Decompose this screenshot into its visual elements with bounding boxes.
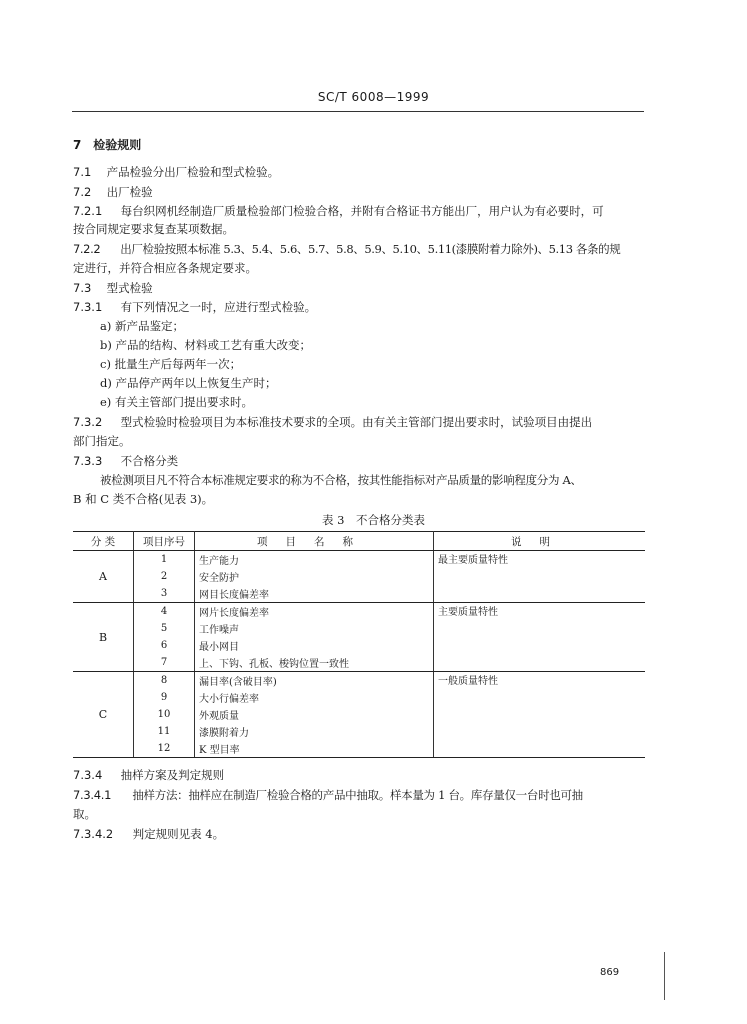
clause-7-2-1-cont: 按合同规定要求复查某项数据。 <box>73 222 234 236</box>
table-header-row <box>73 532 645 551</box>
note-cell: 一般质量特性 <box>434 672 646 758</box>
clause-number: 7.3.3 <box>73 454 103 468</box>
list-item: d) 产品停产两年以上恢复生产时； <box>100 376 277 390</box>
table-row <box>73 603 645 621</box>
clause-text: 不合格分类 <box>120 454 179 468</box>
clause-number: 7.1 <box>73 165 92 179</box>
clause-text: 判定规则见表 4。 <box>132 827 225 841</box>
header-rule <box>72 111 644 112</box>
item-name: 工作噪声 <box>195 620 434 637</box>
clause-text: 出厂检验 <box>106 185 153 199</box>
clause-number: 7.3 <box>73 281 92 295</box>
section-7-heading <box>73 138 645 153</box>
item-name: 大小行偏差率 <box>195 689 434 706</box>
list-item: a) 新产品鉴定； <box>100 319 184 333</box>
note-cell: 最主要质量特性 <box>434 551 646 603</box>
clause-7-2-1 <box>73 204 645 219</box>
item-no: 3 <box>134 585 195 603</box>
section-number: 7 <box>73 138 82 152</box>
table-row <box>73 551 645 569</box>
clause-text: 有下列情况之一时，应进行型式检验。 <box>120 300 317 314</box>
category-cell: C <box>73 672 134 758</box>
item-no: 9 <box>134 689 195 706</box>
header-item-no: 项目序号 <box>134 532 195 551</box>
clause-text: 型式检验时检验项目为本标准技术要求的全项。由有关主管部门提出要求时，试验项目由提出 <box>120 415 593 429</box>
clause-text: 产品检验分出厂检验和型式检验。 <box>106 165 280 179</box>
item-no: 6 <box>134 637 195 654</box>
item-name: 上、下钩、孔板、梭钩位置一致性 <box>195 654 434 672</box>
list-item: b) 产品的结构、材料或工艺有重大改变； <box>100 338 312 352</box>
table-row <box>73 672 645 690</box>
category-cell: B <box>73 603 134 672</box>
item-name: K 型目率 <box>195 740 434 758</box>
clause-7-3-4-1-cont: 取。 <box>73 807 96 821</box>
clause-text: 出厂检验按照本标准 5.3、5.4、5.6、5.7、5.8、5.9、5.10、5.11(漆膜附着力除外)、5.13 各条的规 <box>120 242 621 256</box>
clause-number: 7.3.1 <box>73 300 103 314</box>
item-name: 安全防护 <box>195 568 434 585</box>
table-caption: 表 3 不合格分类表 <box>322 513 425 527</box>
item-no: 7 <box>134 654 195 672</box>
clause-7-3-1 <box>73 300 645 315</box>
clause-7-3-3 <box>73 454 645 469</box>
item-name: 生产能力 <box>195 551 434 569</box>
item-name: 最小网目 <box>195 637 434 654</box>
binding-mark <box>664 952 665 1000</box>
page-number: 869 <box>600 967 620 978</box>
standard-code-header: SC/T 6008—1999 <box>317 90 430 104</box>
clause-text: 抽样方案及判定规则 <box>120 768 225 782</box>
clause-7-3-4-1 <box>73 788 645 803</box>
clause-number: 7.2.1 <box>73 204 103 218</box>
clause-7-3-3-para: 被检测项目凡不符合本标准规定要求的称为不合格，按其性能指标对产品质量的影响程度分为 A、 <box>100 473 582 487</box>
note-cell: 主要质量特性 <box>434 603 646 672</box>
clause-number: 7.3.4.1 <box>73 788 112 802</box>
clause-7-3-4 <box>73 768 645 783</box>
clause-number: 7.2.2 <box>73 242 101 256</box>
clause-number: 7.2 <box>73 185 92 199</box>
item-no: 5 <box>134 620 195 637</box>
item-no: 11 <box>134 723 195 740</box>
clause-7-2 <box>73 185 645 200</box>
header-item-name: 项目名称 <box>195 532 434 551</box>
clause-7-3 <box>73 281 645 296</box>
item-name: 网目长度偏差率 <box>195 585 434 603</box>
clause-7-1 <box>73 165 645 180</box>
clause-number: 7.3.4 <box>73 768 103 782</box>
item-no: 8 <box>134 672 195 690</box>
item-no: 4 <box>134 603 195 621</box>
item-name: 漆膜附着力 <box>195 723 434 740</box>
item-no: 12 <box>134 740 195 758</box>
list-item: e) 有关主管部门提出要求时。 <box>100 395 253 409</box>
clause-text: 每台织网机经制造厂质量检验部门检验合格，并附有合格证书方能出厂，用户认为有必要时，可 <box>120 204 604 218</box>
item-name: 网片长度偏差率 <box>195 603 434 621</box>
item-no: 10 <box>134 706 195 723</box>
item-no: 1 <box>134 551 195 569</box>
nonconformity-table <box>73 531 645 758</box>
header-note: 说明 <box>434 532 646 551</box>
list-item: c) 批量生产后每两年一次； <box>100 357 242 371</box>
item-name: 外观质量 <box>195 706 434 723</box>
item-name: 漏目率(含破目率) <box>195 672 434 690</box>
clause-7-3-3-para-cont: B 和 C 类不合格(见表 3)。 <box>73 492 214 506</box>
clause-number: 7.3.2 <box>73 415 103 429</box>
clause-number: 7.3.4.2 <box>73 827 114 841</box>
header-category: 分 类 <box>73 532 134 551</box>
clause-text: 抽样方法：抽样应在制造厂检验合格的产品中抽取。样本量为 1 台。库存量仅一台时也可抽 <box>132 788 583 802</box>
section-title: 检验规则 <box>93 138 142 152</box>
clause-7-3-2 <box>73 415 645 430</box>
clause-7-2-2-cont: 定进行，并符合相应各条规定要求。 <box>73 261 257 275</box>
clause-7-3-4-2 <box>73 827 645 842</box>
clause-7-3-2-cont: 部门指定。 <box>73 434 131 448</box>
clause-text: 型式检验 <box>106 281 153 295</box>
item-no: 2 <box>134 568 195 585</box>
category-cell: A <box>73 551 134 603</box>
clause-7-2-2 <box>73 242 645 257</box>
